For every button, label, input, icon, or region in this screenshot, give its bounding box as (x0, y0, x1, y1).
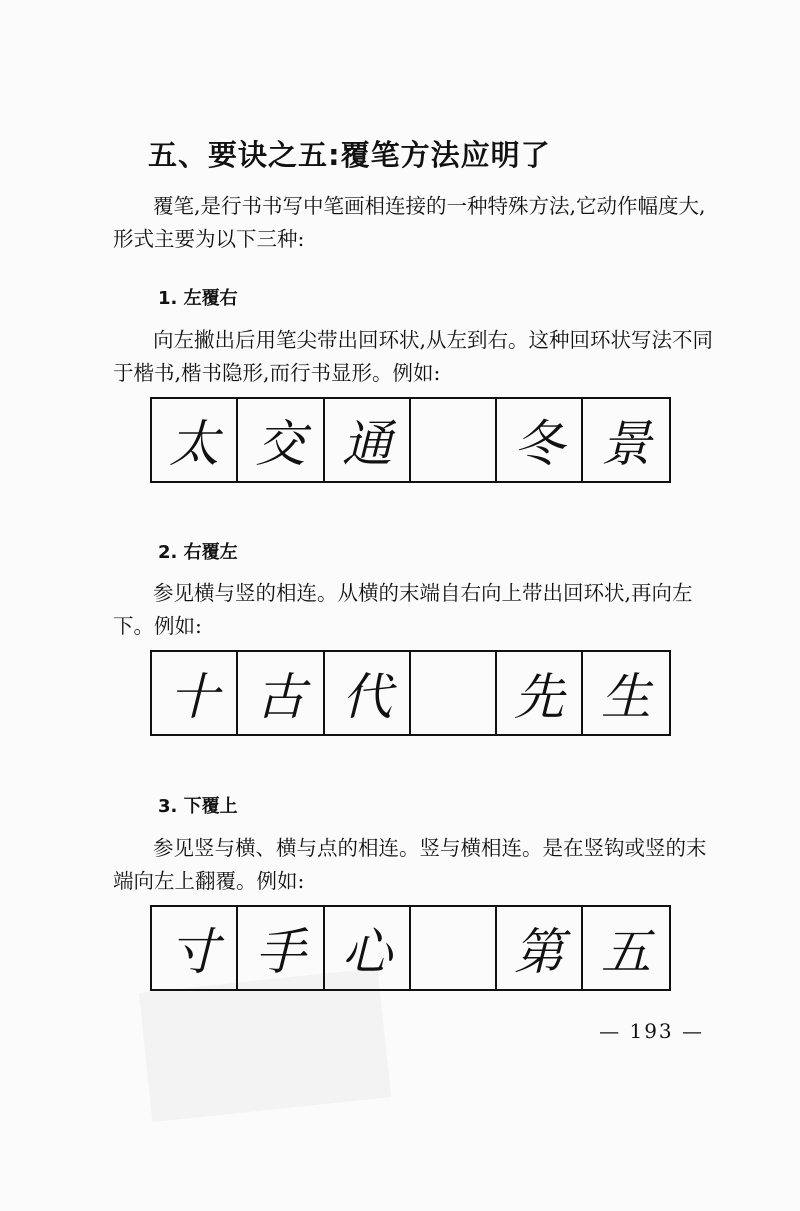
example-char: 生 (601, 668, 651, 726)
subsection-text-2: 参见横与竖的相连。从横的末端自右向上带出回环状,再向左下。例如: (113, 581, 693, 638)
example-char: 交 (238, 399, 325, 481)
example-char: 寸 (152, 907, 238, 989)
example-char: 古 (238, 652, 325, 734)
example-grid-2 (150, 650, 671, 736)
example-char: 十 (152, 652, 238, 734)
example-char-empty (411, 652, 497, 734)
example-char-empty (411, 399, 497, 481)
subsection-heading-3: 3. 下覆上 (158, 796, 238, 817)
example-char: 通 (325, 399, 411, 481)
example-char: 先 (497, 652, 583, 734)
subsection-text-1: 向左撇出后用笔尖带出回环状,从左到右。这种回环状写法不同于楷书,楷书隐形,而行书显形。例如: (113, 328, 714, 385)
example-char: 第 (497, 907, 583, 989)
example-char: 太 (152, 399, 238, 481)
example-char: 五 (601, 923, 651, 981)
example-char: 景 (601, 415, 651, 473)
intro-paragraph: 覆笔,是行书书写中笔画相连接的一种特殊方法,它动作幅度大,形式主要为以下三种: (113, 194, 706, 251)
example-char: 手 (238, 907, 325, 989)
subsection-text-3: 参见竖与横、横与点的相连。竖与横相连。是在竖钩或竖的末端向左上翻覆。例如: (113, 836, 707, 893)
example-char: 代 (325, 652, 411, 734)
example-grid-3 (150, 905, 671, 991)
example-grid-1 (150, 397, 671, 483)
subsection-heading-1: 1. 左覆右 (158, 288, 238, 309)
page-number: — 193 — (599, 1019, 704, 1043)
subsection-heading-2: 2. 右覆左 (158, 542, 238, 563)
example-char: 心 (325, 907, 411, 989)
section-title: 五、要诀之五:覆笔方法应明了 (148, 138, 551, 172)
example-char: 冬 (497, 399, 583, 481)
example-char-empty (411, 907, 497, 989)
